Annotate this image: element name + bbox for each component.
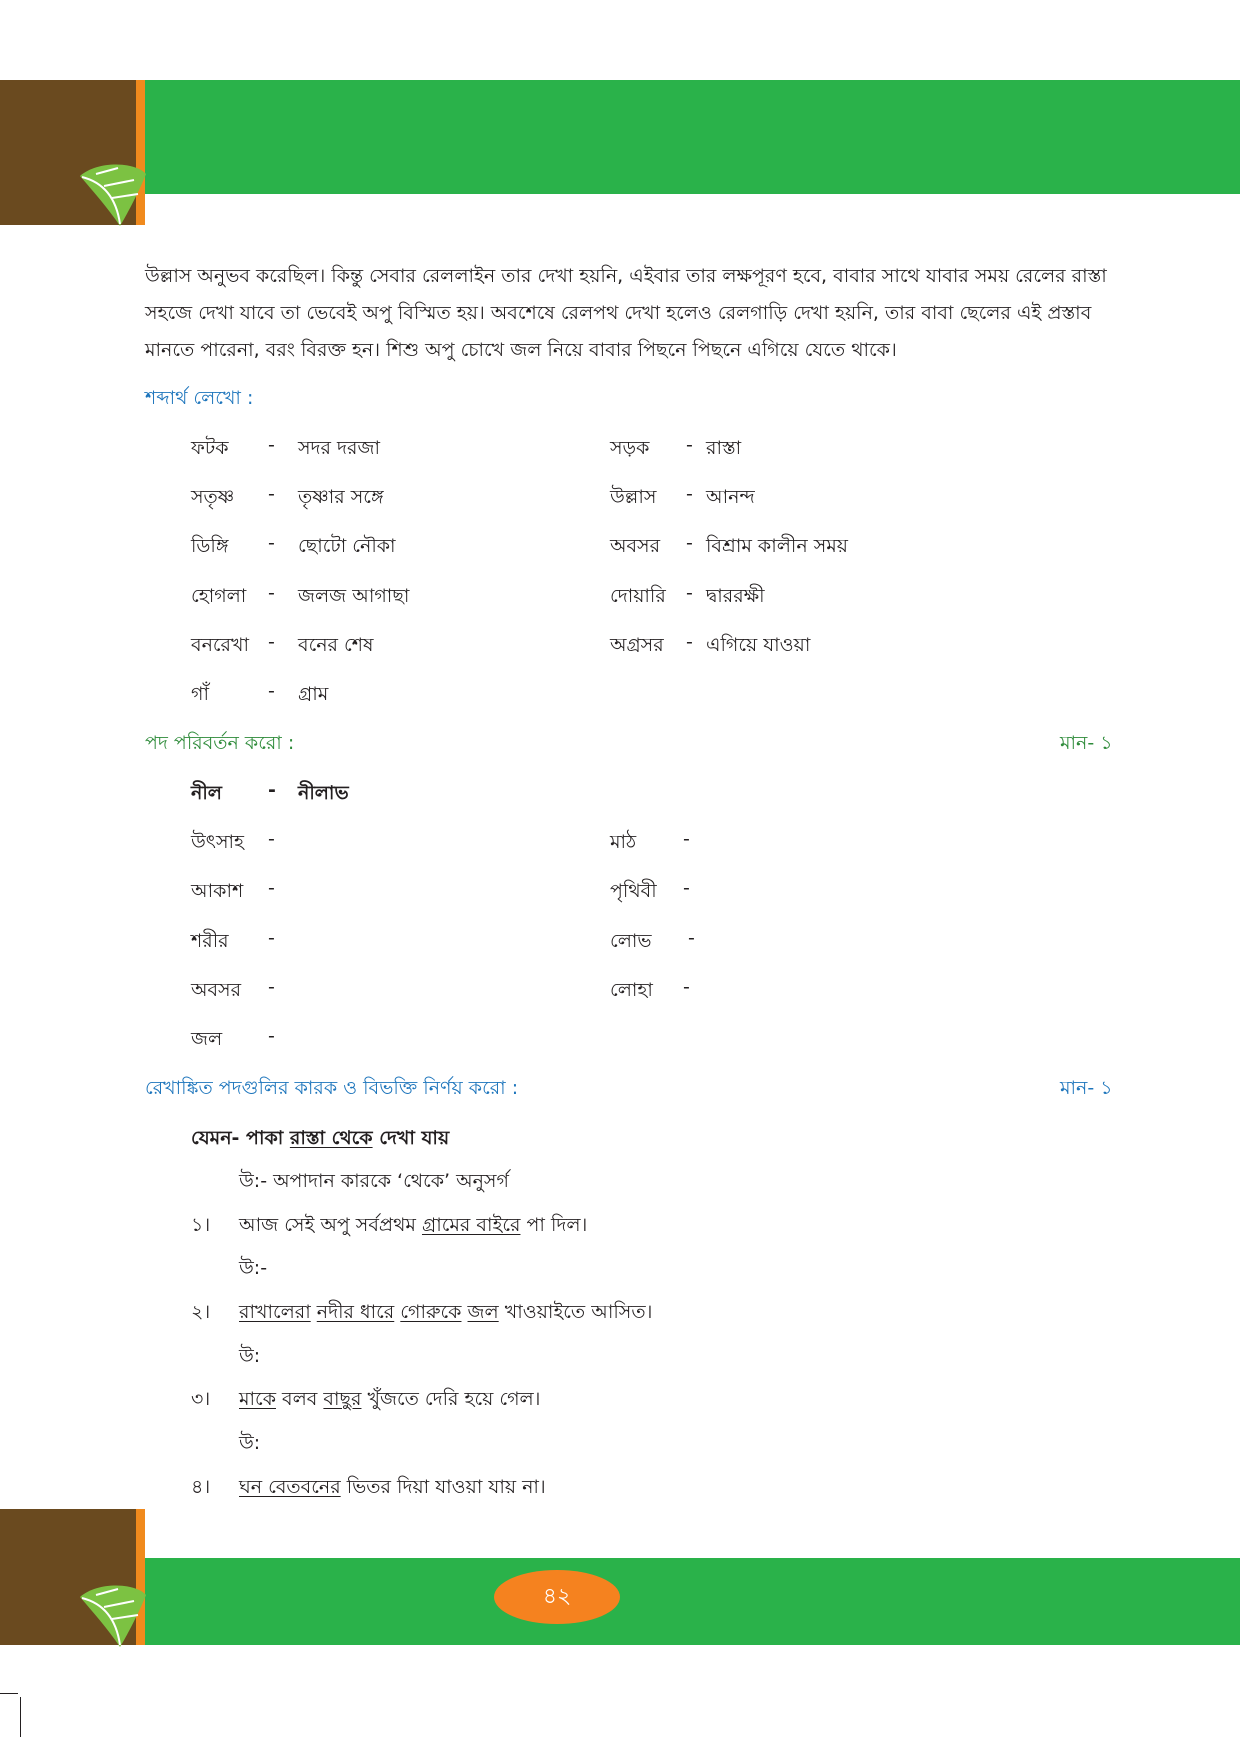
example-text: যেমন- পাকা [191,1127,290,1149]
question-text [239,1473,546,1505]
leaf-icon [78,160,148,228]
question-number: ১। [191,1214,211,1236]
glossary-dash: - [686,582,693,604]
question-text [239,1211,587,1243]
glossary-dash: - [268,483,275,505]
underlined-phrase: মাকে [239,1388,276,1410]
glossary-word: দোয়ারি [610,585,666,607]
glossary-word: অবসর [610,535,661,557]
karak-example [191,1124,449,1156]
example-dash: - [268,779,276,801]
glossary-dash: - [268,434,275,456]
glossary-word: হোগলা [191,585,247,607]
conversion-word: পৃথিবী [610,880,657,902]
glossary-word: উল্লাস [610,486,657,508]
glossary-meaning: বনের শেষ [298,634,374,656]
example-answer: উ:- অপাদান কারকে ‘থেকে’ অনুসর্গ [239,1170,509,1192]
conversion-dash: - [683,976,690,998]
conversion-dash: - [688,927,695,949]
example-text: দেখা যায় [372,1127,450,1149]
conversion-word: আকাশ [191,880,244,902]
karak-marks: মান- ১ [1060,1077,1113,1099]
glossary-word: সতৃষ্ণ [191,486,235,508]
glossary-meaning: জলজ আগাছা [298,585,410,607]
glossary-dash: - [686,483,693,505]
example-word: নীল [191,782,222,804]
question-fragment: আজ সেই অপু সর্বপ্রথম [239,1214,422,1236]
conversion-word: মাঠ [610,831,637,853]
glossary-dash: - [268,680,275,702]
intro-paragraph: উল্লাস অনুভব করেছিল। কিন্তু সেবার রেললাইন তার দেখা হয়নি, এইবার তার লক্ষপূরণ হবে, বাবার সাথে যাবার সময় রেলের রাস্তা সহজে দেখা যাবে তা ভেবেই অপু বিস্মিত হয়। অবশেষে রেলপথ দেখা হলেও রেলগাড়ি দেখা হয়নি, তার বাবা ছেলের এই প্রস্তাব মানতে পারেনা, বরং বিরক্ত হন। শিশু অপু চোখে জল নিয়ে বাবার পিছনে পিছনে এগিয়ে যেতে থাকে। [145,265,1107,361]
conversion-dash: - [683,877,690,899]
conversion-word: শরীর [191,930,229,952]
question-fragment: বলব [276,1388,324,1410]
question-number: ২। [191,1301,211,1323]
header-green-bar [145,80,1240,194]
question-fragment: খুঁজতে দেরি হয়ে গেল। [361,1388,541,1410]
underlined-phrase: রাস্তা থেকে [289,1127,373,1149]
conversion-heading: পদ পরিবর্তন করো : [145,732,295,754]
question-text [239,1298,652,1330]
question-text [239,1385,540,1417]
conversion-dash: - [268,1025,275,1047]
glossary-dash: - [268,631,275,653]
underlined-phrase: ঘন বেতবনের [239,1476,341,1498]
glossary-dash: - [686,532,693,554]
glossary-meaning: রাস্তা [706,437,742,459]
karak-heading: রেখাঙ্কিত পদগুলির কারক ও বিভক্তি নির্ণয় করো : [145,1077,519,1099]
glossary-dash: - [686,434,693,456]
question-fragment: খাওয়াইতে আসিত। [498,1301,653,1323]
question-fragment: ভিতর দিয়া যাওয়া যায় না। [340,1476,546,1498]
page-number: ৪২ [494,1570,620,1624]
footer-band [0,1509,1240,1645]
glossary-meaning: আনন্দ [706,486,755,508]
crop-mark [20,1697,21,1737]
question-number: ৪। [191,1476,211,1498]
glossary-meaning: তৃষ্ণার সঙ্গে [298,486,384,508]
answer-label: উ:- [239,1257,268,1279]
glossary-word: ডিঙ্গি [191,535,229,557]
leaf-icon [78,1581,148,1649]
example-answer: নীলাভ [298,782,349,804]
glossary-meaning: বিশ্রাম কালীন সময় [706,535,848,557]
header-band [0,80,1240,194]
underlined-phrase: জল [467,1301,499,1323]
underlined-phrase: নদীর ধারে [316,1301,395,1323]
conversion-dash: - [683,828,690,850]
answer-label: উ: [239,1432,261,1454]
glossary-meaning: দ্বাররক্ষী [706,585,765,607]
conversion-word: উৎসাহ [191,831,244,853]
conversion-marks: মান- ১ [1060,732,1113,754]
question-fragment: পা দিল। [520,1214,588,1236]
glossary-dash: - [268,582,275,604]
footer-green-bar [145,1558,1240,1645]
conversion-dash: - [268,828,275,850]
underlined-phrase: রাখালেরা [239,1301,311,1323]
underlined-phrase: বাছুর [323,1388,362,1410]
glossary-meaning: ছোটো নৌকা [298,535,396,557]
conversion-word: জল [191,1028,223,1050]
conversion-word: লোহা [610,979,653,1001]
question-number: ৩। [191,1388,211,1410]
conversion-word: লোভ [610,930,652,952]
answer-label: উ: [239,1345,261,1367]
conversion-dash: - [268,877,275,899]
glossary-word: গাঁ [191,683,209,705]
crop-mark [0,1693,18,1694]
glossary-dash: - [268,532,275,554]
glossary-dash: - [686,631,693,653]
glossary-meaning: সদর দরজা [298,437,380,459]
underlined-phrase: গ্রামের বাইরে [421,1214,521,1236]
glossary-word: ফটক [191,437,229,459]
underlined-phrase: গোরুকে [400,1301,462,1323]
conversion-dash: - [268,927,275,949]
conversion-dash: - [268,976,275,998]
glossary-heading: শব্দার্থ লেখো : [145,387,254,409]
glossary-meaning: গ্রাম [298,683,329,705]
glossary-word: অগ্রসর [610,634,664,656]
glossary-word: সড়ক [610,437,650,459]
glossary-word: বনরেখা [191,634,249,656]
glossary-meaning: এগিয়ে যাওয়া [706,634,811,656]
conversion-word: অবসর [191,979,242,1001]
